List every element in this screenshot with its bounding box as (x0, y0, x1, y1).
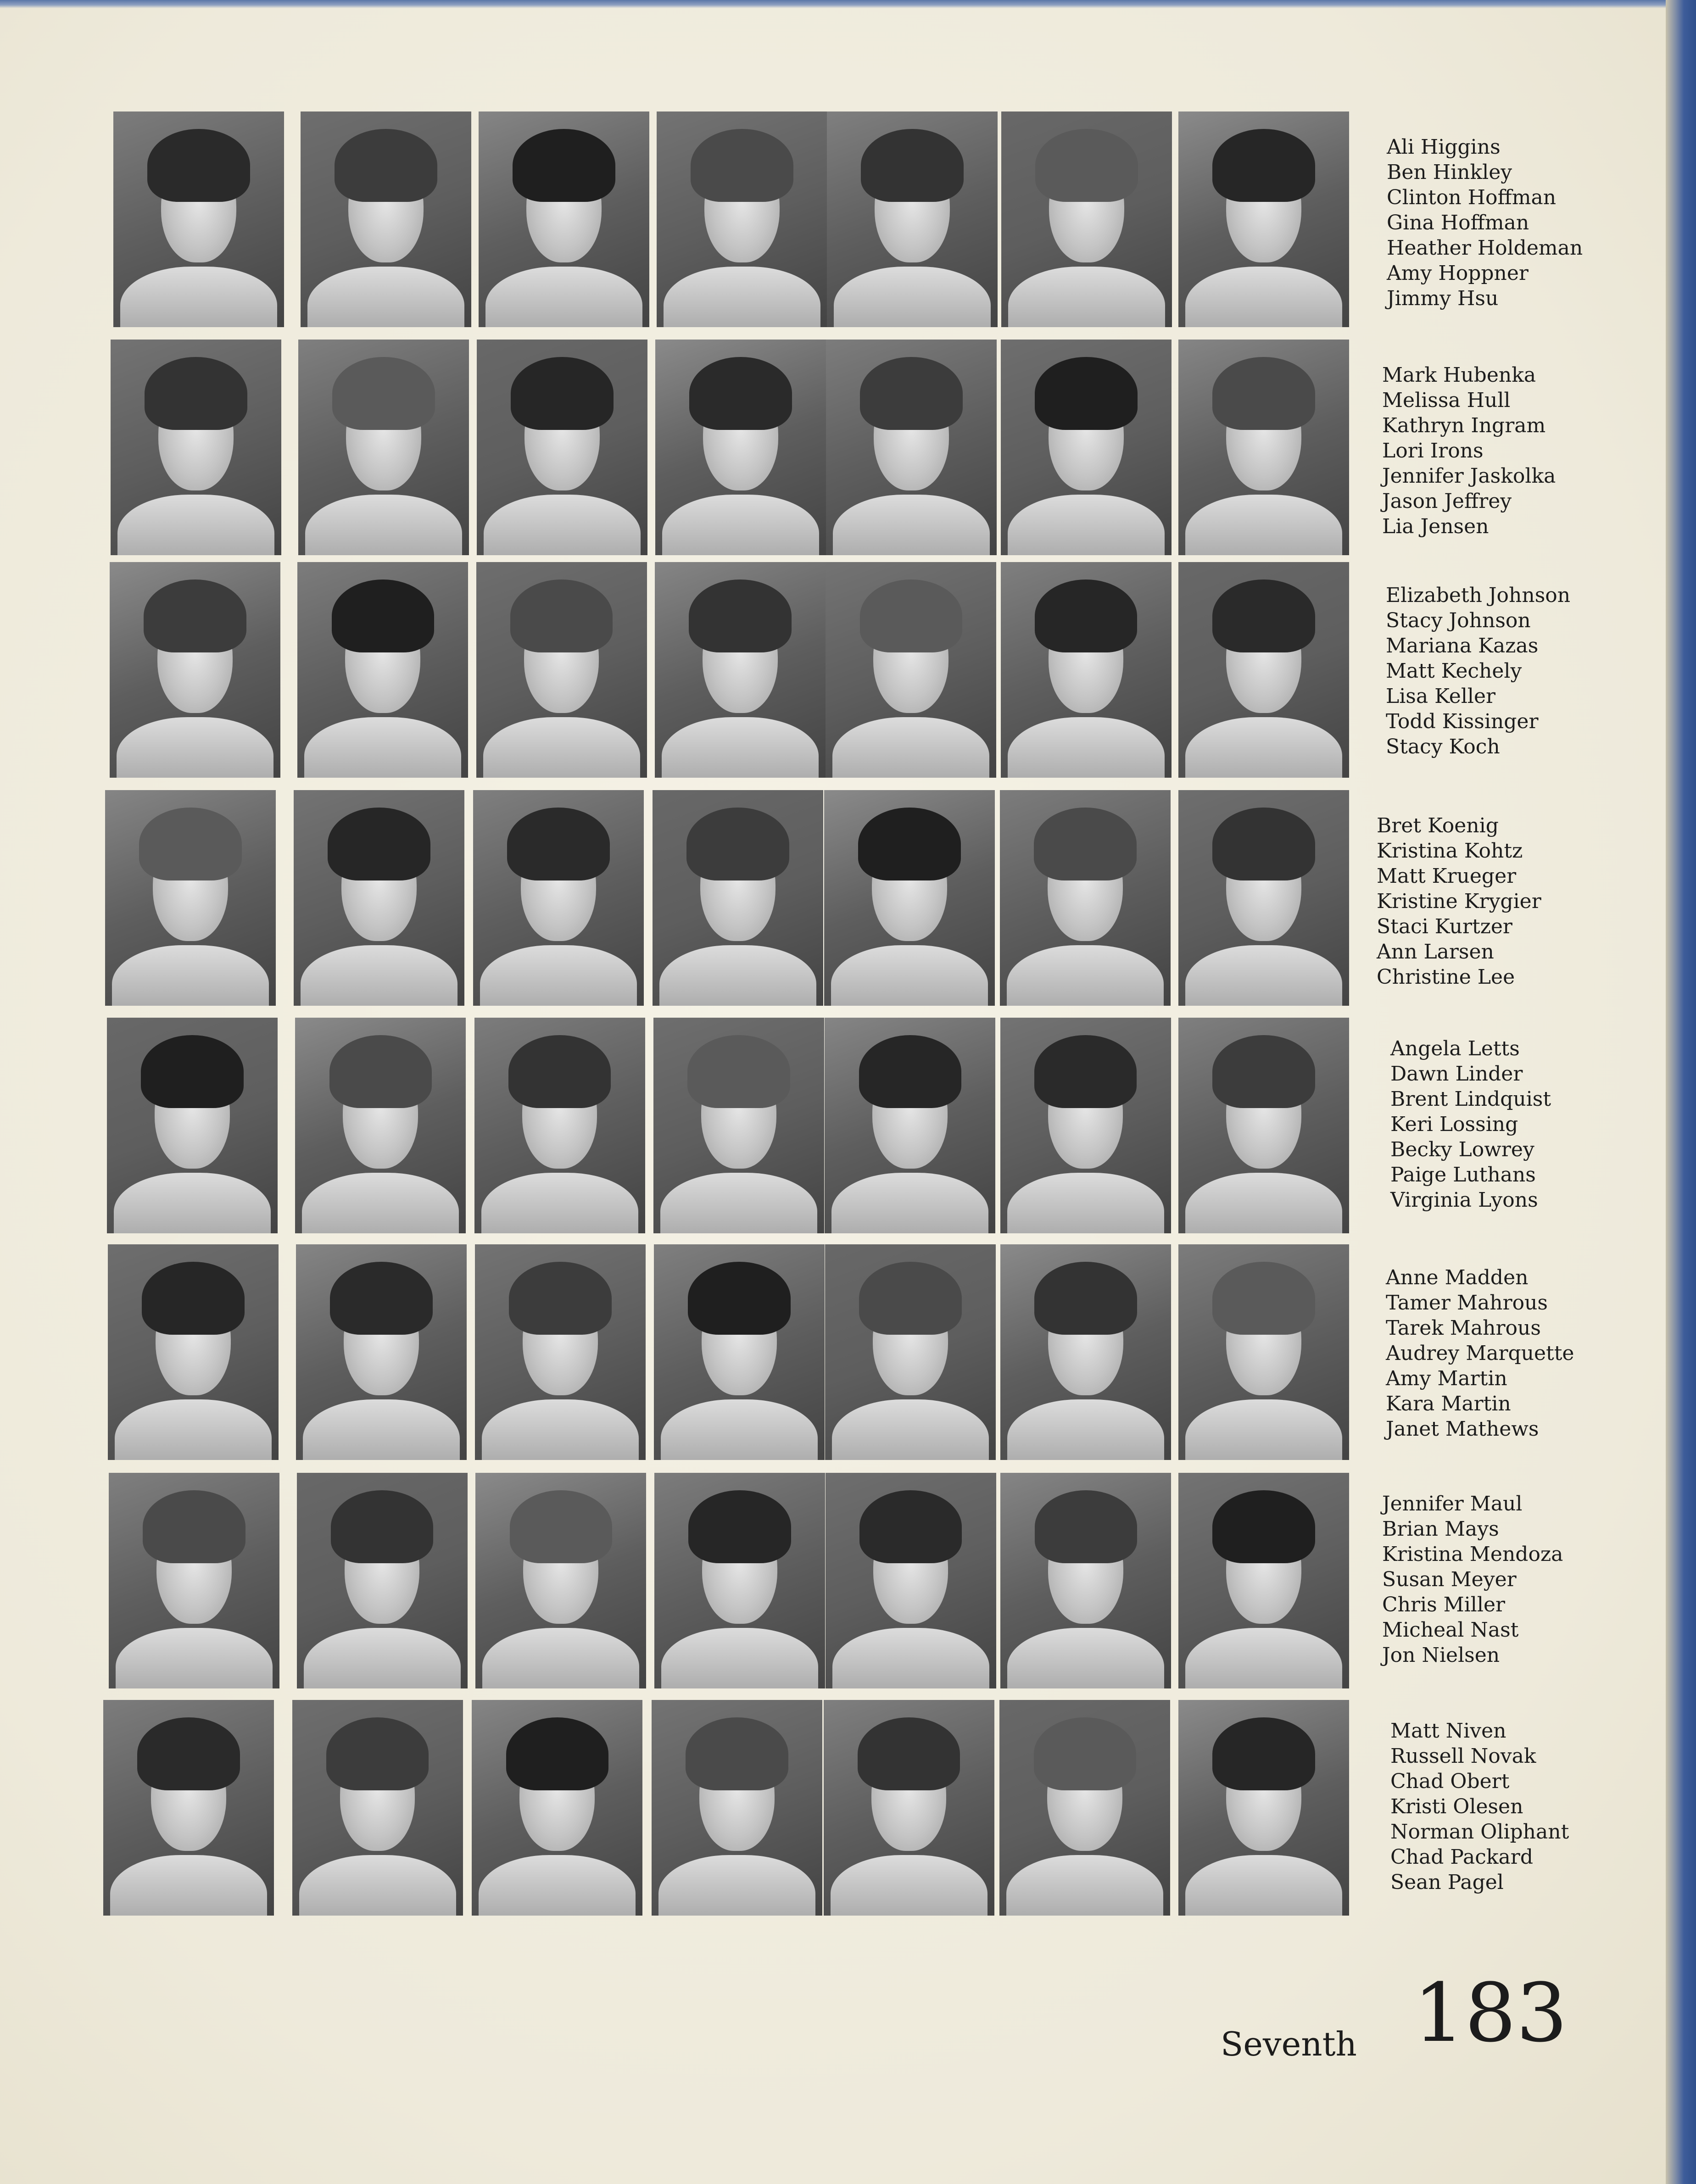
student-portrait (105, 790, 276, 1006)
student-portrait (1178, 340, 1349, 555)
student-portrait (1178, 111, 1349, 327)
student-portrait (1178, 562, 1349, 778)
student-name: Matt Kechely (1386, 659, 1522, 683)
portrait-hair (861, 129, 963, 202)
portrait-hair (508, 1035, 611, 1109)
student-portrait (824, 790, 995, 1006)
portrait-hair (860, 357, 962, 430)
student-name: Mariana Kazas (1386, 634, 1539, 657)
student-portrait (113, 111, 284, 327)
student-portrait (297, 562, 468, 778)
portrait-shoulders (117, 495, 274, 555)
portrait-hair (1034, 1717, 1136, 1791)
portrait-shoulders (832, 717, 989, 778)
portrait-shoulders (1007, 1628, 1164, 1688)
portrait-hair (139, 808, 241, 881)
portrait-hair (142, 1262, 244, 1335)
student-name: Kathryn Ingram (1382, 414, 1546, 437)
student-name: Kristina Kohtz (1377, 839, 1523, 863)
portrait-shoulders (832, 1628, 989, 1688)
portrait-hair (509, 1262, 611, 1335)
student-name: Lori Irons (1382, 439, 1484, 462)
portrait-shoulders (658, 1855, 815, 1916)
student-portrait (476, 562, 647, 778)
portrait-shoulders (1185, 717, 1342, 778)
student-portrait (107, 1018, 278, 1233)
student-name: Ben Hinkley (1387, 161, 1512, 184)
portrait-shoulders (483, 717, 640, 778)
student-portrait (108, 1244, 279, 1460)
name-list (1377, 813, 1541, 990)
portrait-hair (144, 579, 246, 653)
portrait-hair (860, 579, 962, 653)
student-name: Paige Luthans (1390, 1163, 1536, 1187)
student-portrait (475, 1244, 646, 1460)
portrait-hair (686, 808, 789, 881)
student-name: Stacy Johnson (1386, 609, 1531, 632)
student-name: Bret Koenig (1377, 814, 1499, 837)
student-name: Kristi Olesen (1390, 1795, 1523, 1818)
portrait-hair (686, 1717, 788, 1791)
student-name: Tarek Mahrous (1386, 1316, 1541, 1340)
portrait-hair (1034, 808, 1136, 881)
portrait-hair (510, 579, 613, 653)
portrait-shoulders (304, 1628, 461, 1688)
portrait-shoulders (304, 717, 461, 778)
portrait-hair (691, 129, 793, 202)
student-name: Melissa Hull (1382, 389, 1511, 412)
student-name: Jennifer Maul (1382, 1492, 1523, 1515)
portrait-hair (688, 1262, 790, 1335)
student-name: Lisa Keller (1386, 685, 1496, 708)
student-portrait (298, 340, 469, 555)
portrait-row (0, 1700, 1696, 1916)
student-portrait (1000, 1018, 1171, 1233)
student-portrait (826, 562, 996, 778)
portrait-hair (1035, 129, 1138, 202)
portrait-hair (332, 357, 435, 430)
student-portrait (654, 1244, 825, 1460)
portrait-hair (147, 129, 250, 202)
portrait-hair (326, 1717, 429, 1791)
student-portrait (826, 1473, 996, 1688)
student-portrait (1178, 790, 1349, 1006)
student-portrait (296, 1244, 467, 1460)
student-portrait (652, 1700, 822, 1916)
student-portrait (654, 1473, 825, 1688)
student-name: Janet Mathews (1386, 1417, 1539, 1441)
student-name: Russell Novak (1390, 1744, 1536, 1768)
portrait-shoulders (1185, 1628, 1342, 1688)
student-portrait (103, 1700, 274, 1916)
portrait-shoulders (1185, 267, 1342, 327)
student-portrait (1178, 1018, 1349, 1233)
name-list (1382, 1491, 1563, 1668)
student-name: Heather Holdeman (1387, 236, 1583, 260)
portrait-row (0, 1244, 1696, 1460)
portrait-hair (330, 1262, 432, 1335)
student-name: Keri Lossing (1390, 1113, 1518, 1136)
portrait-shoulders (481, 1173, 638, 1233)
section-label: Seventh (1221, 2025, 1357, 2063)
portrait-shoulders (834, 267, 991, 327)
portrait-shoulders (832, 1399, 989, 1460)
student-portrait (1000, 1244, 1171, 1460)
student-portrait (301, 111, 471, 327)
student-name: Micheal Nast (1382, 1618, 1519, 1642)
student-portrait (475, 1473, 646, 1688)
student-name: Sean Pagel (1390, 1871, 1504, 1894)
portrait-shoulders (1007, 945, 1164, 1006)
portrait-shoulders (305, 495, 462, 555)
name-list (1382, 362, 1556, 539)
portrait-shoulders (660, 1173, 817, 1233)
portrait-shoulders (1007, 1173, 1164, 1233)
portrait-hair (1035, 357, 1137, 430)
portrait-hair (510, 1490, 612, 1564)
portrait-hair (335, 129, 437, 202)
portrait-row (0, 790, 1696, 1006)
portrait-shoulders (482, 1628, 639, 1688)
student-portrait (1178, 1700, 1349, 1916)
student-portrait (1001, 340, 1172, 555)
portrait-hair (1212, 808, 1315, 881)
student-portrait (653, 790, 823, 1006)
portrait-hair (328, 808, 430, 881)
student-name: Todd Kissinger (1386, 710, 1539, 733)
name-list (1390, 1718, 1569, 1895)
portrait-shoulders (1185, 1173, 1342, 1233)
portrait-shoulders (659, 945, 816, 1006)
portrait-hair (687, 1035, 790, 1109)
portrait-hair (137, 1717, 240, 1791)
student-portrait (1000, 1473, 1171, 1688)
student-name: Brian Mays (1382, 1517, 1499, 1541)
student-name: Amy Martin (1386, 1367, 1507, 1390)
student-portrait (653, 1018, 824, 1233)
portrait-shoulders (485, 267, 642, 327)
student-portrait (295, 1018, 466, 1233)
portrait-shoulders (117, 717, 273, 778)
student-portrait (825, 1244, 996, 1460)
student-portrait (827, 111, 998, 327)
portrait-shoulders (831, 1855, 987, 1916)
student-portrait (109, 1473, 279, 1688)
portrait-hair (689, 357, 792, 430)
student-portrait (474, 1018, 645, 1233)
portrait-hair (1212, 1717, 1315, 1791)
student-portrait (111, 340, 281, 555)
student-name: Dawn Linder (1390, 1062, 1523, 1086)
student-portrait (1001, 562, 1172, 778)
portrait-hair (859, 1262, 961, 1335)
portrait-shoulders (484, 495, 641, 555)
student-name: Chris Miller (1382, 1593, 1506, 1616)
portrait-hair (506, 1717, 608, 1791)
portrait-hair (1035, 1490, 1137, 1564)
portrait-hair (859, 1490, 962, 1564)
portrait-hair (859, 1035, 961, 1109)
portrait-hair (141, 1035, 243, 1109)
student-name: Mark Hubenka (1382, 363, 1536, 387)
student-name: Christine Lee (1377, 965, 1515, 989)
portrait-shoulders (301, 945, 457, 1006)
student-name: Amy Hoppner (1387, 262, 1529, 285)
portrait-shoulders (1008, 717, 1165, 778)
student-portrait (294, 790, 464, 1006)
student-name: Staci Kurtzer (1377, 915, 1512, 938)
portrait-hair (1212, 1035, 1315, 1109)
student-name: Kristine Krygier (1377, 890, 1541, 913)
student-name: Susan Meyer (1382, 1568, 1517, 1591)
portrait-shoulders (115, 1399, 272, 1460)
portrait-row (0, 1018, 1696, 1233)
student-portrait (824, 1700, 994, 1916)
student-name: Virginia Lyons (1390, 1188, 1538, 1212)
portrait-hair (143, 1490, 245, 1564)
portrait-hair (507, 808, 609, 881)
portrait-shoulders (112, 945, 269, 1006)
portrait-hair (332, 579, 434, 653)
portrait-hair (689, 579, 791, 653)
student-name: Gina Hoffman (1387, 211, 1529, 234)
portrait-row (0, 562, 1696, 778)
student-portrait (110, 562, 280, 778)
student-portrait (473, 790, 644, 1006)
portrait-shoulders (1008, 495, 1165, 555)
student-name: Matt Niven (1390, 1719, 1506, 1743)
student-name: Ann Larsen (1377, 940, 1494, 964)
portrait-shoulders (114, 1173, 271, 1233)
portrait-hair (858, 1717, 960, 1791)
student-name: Angela Letts (1390, 1037, 1520, 1060)
student-portrait (825, 1018, 995, 1233)
student-portrait (655, 340, 826, 555)
portrait-shoulders (1008, 267, 1165, 327)
student-portrait (1178, 1473, 1349, 1688)
portrait-row (0, 340, 1696, 555)
portrait-shoulders (1185, 1855, 1342, 1916)
portrait-shoulders (302, 1173, 459, 1233)
portrait-hair (858, 808, 960, 881)
student-name: Lia Jensen (1382, 515, 1489, 538)
student-name: Matt Krueger (1377, 864, 1517, 888)
student-portrait (292, 1700, 463, 1916)
student-name: Chad Packard (1390, 1845, 1533, 1869)
portrait-shoulders (480, 945, 637, 1006)
student-portrait (297, 1473, 468, 1688)
student-name: Kara Martin (1386, 1392, 1511, 1415)
portrait-hair (1212, 129, 1315, 202)
portrait-shoulders (662, 717, 819, 778)
portrait-shoulders (110, 1855, 267, 1916)
portrait-hair (1035, 579, 1137, 653)
portrait-shoulders (662, 495, 819, 555)
student-portrait (479, 111, 649, 327)
portrait-shoulders (661, 1399, 818, 1460)
student-portrait (999, 1700, 1170, 1916)
student-portrait (1001, 111, 1172, 327)
student-name: Tamer Mahrous (1386, 1291, 1548, 1315)
portrait-hair (1212, 1490, 1315, 1564)
student-name: Audrey Marquette (1386, 1342, 1574, 1365)
portrait-shoulders (479, 1855, 636, 1916)
student-name: Norman Oliphant (1390, 1820, 1569, 1844)
name-list (1386, 583, 1570, 759)
portrait-row (0, 1473, 1696, 1688)
portrait-hair (1212, 357, 1315, 430)
portrait-shoulders (303, 1399, 460, 1460)
portrait-shoulders (1185, 945, 1342, 1006)
portrait-shoulders (1006, 1855, 1163, 1916)
student-portrait (655, 562, 826, 778)
portrait-hair (1212, 579, 1315, 653)
student-name: Anne Madden (1386, 1266, 1529, 1289)
student-name: Elizabeth Johnson (1386, 584, 1571, 607)
portrait-shoulders (1007, 1399, 1164, 1460)
student-name: Clinton Hoffman (1387, 186, 1557, 209)
portrait-shoulders (833, 495, 990, 555)
portrait-hair (688, 1490, 791, 1564)
portrait-hair (511, 357, 613, 430)
student-portrait (826, 340, 997, 555)
portrait-row (0, 111, 1696, 327)
student-portrait (657, 111, 827, 327)
name-list (1387, 134, 1583, 311)
portrait-shoulders (307, 267, 464, 327)
student-portrait (477, 340, 647, 555)
portrait-shoulders (661, 1628, 818, 1688)
student-portrait (1178, 1244, 1349, 1460)
student-name: Kristina Mendoza (1382, 1543, 1563, 1566)
portrait-shoulders (664, 267, 820, 327)
student-portrait (472, 1700, 642, 1916)
student-name: Jennifer Jaskolka (1382, 464, 1556, 488)
student-name: Jon Nielsen (1382, 1644, 1500, 1667)
name-list (1386, 1265, 1574, 1442)
student-name: Stacy Koch (1386, 735, 1500, 758)
portrait-shoulders (120, 267, 277, 327)
student-name: Chad Obert (1390, 1770, 1510, 1793)
portrait-hair (1034, 1035, 1137, 1109)
portrait-hair (329, 1035, 432, 1109)
portrait-hair (331, 1490, 433, 1564)
page-top-edge (0, 0, 1696, 8)
portrait-hair (1034, 1262, 1137, 1335)
student-name: Ali Higgins (1387, 135, 1501, 159)
name-list (1390, 1036, 1551, 1213)
portrait-shoulders (482, 1399, 639, 1460)
portrait-shoulders (299, 1855, 456, 1916)
portrait-hair (1212, 1262, 1315, 1335)
portrait-shoulders (831, 945, 988, 1006)
portrait-shoulders (831, 1173, 988, 1233)
student-name: Brent Lindquist (1390, 1087, 1551, 1111)
student-portrait (1000, 790, 1171, 1006)
portrait-shoulders (116, 1628, 273, 1688)
portrait-shoulders (1185, 1399, 1342, 1460)
portrait-hair (145, 357, 247, 430)
portrait-hair (513, 129, 615, 202)
student-name: Jason Jeffrey (1382, 490, 1512, 513)
page-number: 183 (1413, 1966, 1568, 2060)
portrait-shoulders (1185, 495, 1342, 555)
student-name: Becky Lowrey (1390, 1138, 1534, 1161)
student-name: Jimmy Hsu (1387, 287, 1499, 310)
